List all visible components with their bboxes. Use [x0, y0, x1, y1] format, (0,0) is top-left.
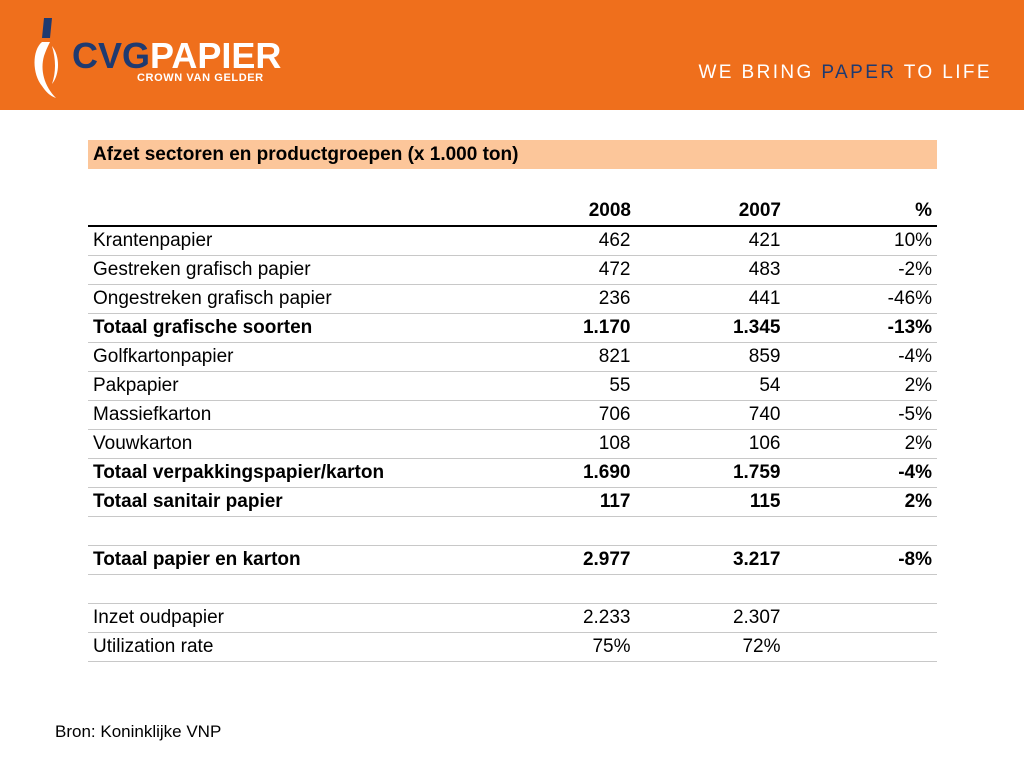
table-row [88, 429, 937, 458]
logo-wordmark [72, 35, 282, 76]
row-pct: -2% [786, 255, 937, 284]
row-label: Golfkartonpapier [88, 342, 486, 371]
table-row [88, 400, 937, 429]
column-header-pct: % [786, 197, 937, 226]
row-label: Vouwkarton [88, 429, 486, 458]
row-label: Massiefkarton [88, 400, 486, 429]
row-2008: 2.233 [486, 603, 636, 632]
row-2007: 441 [636, 284, 786, 313]
row-pct: 10% [786, 226, 937, 255]
blank-cell [636, 574, 786, 603]
row-pct: 2% [786, 487, 937, 516]
table-row-total [88, 458, 937, 487]
table-row [88, 284, 937, 313]
blank-cell [636, 516, 786, 545]
table-row [88, 226, 937, 255]
row-2007: 859 [636, 342, 786, 371]
row-label: Totaal grafische soorten [88, 313, 486, 342]
tagline-accent: PAPER [821, 62, 897, 83]
row-2007: 106 [636, 429, 786, 458]
row-label: Totaal verpakkingspapier/karton [88, 458, 486, 487]
row-pct: -46% [786, 284, 937, 313]
blank-cell [486, 574, 636, 603]
blank-cell [786, 516, 937, 545]
source-note: Bron: Koninklijke VNP [55, 722, 222, 741]
column-header-label [88, 197, 486, 226]
row-2008: 1.690 [486, 458, 636, 487]
blank-cell [786, 574, 937, 603]
tagline [698, 62, 992, 84]
row-2007: 115 [636, 487, 786, 516]
row-2007: 1.345 [636, 313, 786, 342]
row-2008: 1.170 [486, 313, 636, 342]
row-pct: -5% [786, 400, 937, 429]
blank-cell [88, 574, 486, 603]
row-pct: -4% [786, 458, 937, 487]
row-2007: 72% [636, 632, 786, 661]
row-2007: 54 [636, 371, 786, 400]
row-2007: 2.307 [636, 603, 786, 632]
table-row [88, 255, 937, 284]
column-header-2008: 2008 [486, 197, 636, 226]
column-header-row [88, 197, 937, 226]
sales-table [88, 140, 937, 662]
spacer-cell [88, 169, 937, 197]
row-label: Krantenpapier [88, 226, 486, 255]
row-2007: 421 [636, 226, 786, 255]
header-band [0, 0, 1024, 110]
logo-mark-icon [30, 16, 64, 100]
table-row-blank [88, 574, 937, 603]
column-header-2007: 2007 [636, 197, 786, 226]
blank-cell [88, 516, 486, 545]
row-2008: 55 [486, 371, 636, 400]
row-label: Pakpapier [88, 371, 486, 400]
row-pct [786, 603, 937, 632]
row-label: Utilization rate [88, 632, 486, 661]
row-label: Ongestreken grafisch papier [88, 284, 486, 313]
row-2007: 483 [636, 255, 786, 284]
row-2008: 821 [486, 342, 636, 371]
row-2008: 462 [486, 226, 636, 255]
tagline-end: TO LIFE [896, 62, 992, 83]
table-row [88, 603, 937, 632]
spacer-row [88, 169, 937, 197]
table-row-total [88, 487, 937, 516]
table-title-row [88, 140, 937, 169]
row-label: Gestreken grafisch papier [88, 255, 486, 284]
table-row-total [88, 313, 937, 342]
table-title: Afzet sectoren en productgroepen (x 1.000 ton) [88, 140, 937, 169]
row-2008: 75% [486, 632, 636, 661]
table-row [88, 632, 937, 661]
table-row [88, 371, 937, 400]
logo-primary: CVG [72, 35, 151, 76]
table-row-grand-total [88, 545, 937, 574]
row-pct: -13% [786, 313, 937, 342]
row-label: Inzet oudpapier [88, 603, 486, 632]
row-2008: 236 [486, 284, 636, 313]
row-label: Totaal sanitair papier [88, 487, 486, 516]
row-2007: 3.217 [636, 545, 786, 574]
row-label: Totaal papier en karton [88, 545, 486, 574]
row-pct: 2% [786, 371, 937, 400]
table-row-blank [88, 516, 937, 545]
row-2008: 117 [486, 487, 636, 516]
row-2008: 472 [486, 255, 636, 284]
row-2008: 706 [486, 400, 636, 429]
row-2008: 108 [486, 429, 636, 458]
tagline-start: WE BRING [698, 62, 822, 83]
blank-cell [486, 516, 636, 545]
row-2007: 1.759 [636, 458, 786, 487]
row-2007: 740 [636, 400, 786, 429]
table-row [88, 342, 937, 371]
logo-subtitle: CROWN VAN GELDER [137, 72, 264, 84]
logo-secondary: PAPIER [150, 35, 282, 76]
row-pct: -8% [786, 545, 937, 574]
row-pct: -4% [786, 342, 937, 371]
row-2008: 2.977 [486, 545, 636, 574]
row-pct [786, 632, 937, 661]
row-pct: 2% [786, 429, 937, 458]
